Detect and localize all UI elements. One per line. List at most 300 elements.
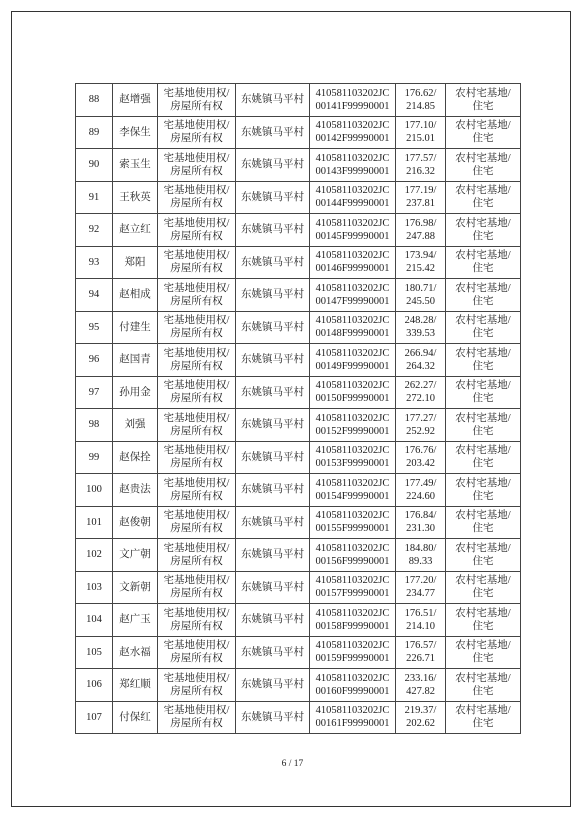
- area-cell-line: 177.27/: [404, 412, 437, 424]
- land-use-cell-line: 农村宅基地/: [455, 445, 511, 457]
- unit-code-cell-line: 00148F99990001: [315, 328, 390, 340]
- right-type-cell-line: 房屋所有权: [170, 490, 223, 502]
- land-use-cell-line: 农村宅基地/: [455, 120, 511, 132]
- row-number-cell: 93: [76, 246, 113, 279]
- right-type-cell-line: 房屋所有权: [170, 718, 223, 730]
- location-cell: 东姚镇马平村: [236, 149, 310, 182]
- right-type-cell: [158, 181, 236, 214]
- right-type-cell-line: 宅基地使用权/: [163, 607, 230, 619]
- right-type-cell-line: 宅基地使用权/: [163, 380, 230, 392]
- right-type-cell-line: 宅基地使用权/: [163, 217, 230, 229]
- land-use-cell: [446, 181, 521, 214]
- area-cell: [396, 571, 446, 604]
- land-use-cell-line: 住宅: [472, 718, 494, 730]
- land-use-cell-line: 住宅: [472, 360, 494, 372]
- land-use-cell-line: 农村宅基地/: [455, 575, 511, 587]
- row-number-cell: 106: [76, 669, 113, 702]
- land-use-cell: [446, 84, 521, 117]
- land-use-cell-line: 农村宅基地/: [455, 347, 511, 359]
- area-cell-line: 215.01: [406, 133, 435, 145]
- right-type-cell-line: 宅基地使用权/: [163, 477, 230, 489]
- unit-code-cell: [310, 181, 396, 214]
- location-cell: 东姚镇马平村: [236, 604, 310, 637]
- unit-code-cell-line: 00152F99990001: [315, 425, 390, 437]
- area-cell-line: 339.53: [406, 328, 435, 340]
- area-cell-line: 202.62: [406, 718, 435, 730]
- area-cell-line: 89.33: [408, 555, 433, 567]
- land-use-cell-line: 农村宅基地/: [455, 542, 511, 554]
- land-use-cell-line: 住宅: [472, 165, 494, 177]
- row-number-cell: 107: [76, 701, 113, 734]
- unit-code-cell: [310, 636, 396, 669]
- right-type-cell: [158, 344, 236, 377]
- land-use-cell-line: 住宅: [472, 295, 494, 307]
- area-cell: [396, 474, 446, 507]
- area-cell-line: 177.20/: [404, 575, 437, 587]
- unit-code-cell-line: 00161F99990001: [315, 718, 390, 730]
- land-use-cell-line: 农村宅基地/: [455, 185, 511, 197]
- location-cell: 东姚镇马平村: [236, 636, 310, 669]
- land-use-cell-line: 住宅: [472, 620, 494, 632]
- location-cell: 东姚镇马平村: [236, 376, 310, 409]
- right-type-cell-line: 宅基地使用权/: [163, 315, 230, 327]
- area-cell-line: 224.60: [406, 490, 435, 502]
- area-cell: [396, 149, 446, 182]
- land-use-cell: [446, 311, 521, 344]
- unit-code-cell-line: 00147F99990001: [315, 295, 390, 307]
- right-type-cell: [158, 409, 236, 442]
- area-cell-line: 203.42: [406, 458, 435, 470]
- land-use-cell-line: 住宅: [472, 458, 494, 470]
- table-row: [76, 116, 521, 149]
- right-type-cell-line: 宅基地使用权/: [163, 152, 230, 164]
- unit-code-cell-line: 00154F99990001: [315, 490, 390, 502]
- area-cell-line: 176.62/: [404, 87, 437, 99]
- unit-code-cell-line: 410581103202JC: [315, 87, 390, 99]
- area-cell-line: 219.37/: [404, 705, 437, 717]
- unit-code-cell: [310, 149, 396, 182]
- unit-code-cell-line: 410581103202JC: [315, 347, 390, 359]
- table-row: [76, 539, 521, 572]
- location-cell: 东姚镇马平村: [236, 669, 310, 702]
- unit-code-cell-line: 00150F99990001: [315, 393, 390, 405]
- area-cell-line: 245.50: [406, 295, 435, 307]
- land-use-cell-line: 住宅: [472, 198, 494, 210]
- land-use-cell-line: 农村宅基地/: [455, 217, 511, 229]
- row-number-cell: 90: [76, 149, 113, 182]
- unit-code-cell-line: 410581103202JC: [315, 575, 390, 587]
- right-type-cell: [158, 246, 236, 279]
- table-row: [76, 669, 521, 702]
- location-cell: 东姚镇马平村: [236, 409, 310, 442]
- owner-name-cell: 赵贵法: [113, 474, 158, 507]
- unit-code-cell-line: 410581103202JC: [315, 542, 390, 554]
- unit-code-cell-line: 00155F99990001: [315, 523, 390, 535]
- owner-name-cell: 付保红: [113, 701, 158, 734]
- land-use-cell-line: 农村宅基地/: [455, 380, 511, 392]
- right-type-cell-line: 宅基地使用权/: [163, 250, 230, 262]
- land-use-cell-line: 农村宅基地/: [455, 672, 511, 684]
- unit-code-cell-line: 00158F99990001: [315, 620, 390, 632]
- right-type-cell-line: 房屋所有权: [170, 295, 223, 307]
- right-type-cell-line: 房屋所有权: [170, 133, 223, 145]
- right-type-cell-line: 房屋所有权: [170, 588, 223, 600]
- owner-name-cell: 赵广玉: [113, 604, 158, 637]
- area-cell-line: 214.10: [406, 620, 435, 632]
- area-cell: [396, 701, 446, 734]
- location-cell: 东姚镇马平村: [236, 311, 310, 344]
- owner-name-cell: 王秋英: [113, 181, 158, 214]
- area-cell: [396, 409, 446, 442]
- land-use-cell-line: 农村宅基地/: [455, 250, 511, 262]
- right-type-cell: [158, 84, 236, 117]
- unit-code-cell: [310, 604, 396, 637]
- owner-name-cell: 李保生: [113, 116, 158, 149]
- right-type-cell-line: 宅基地使用权/: [163, 575, 230, 587]
- area-cell: [396, 311, 446, 344]
- right-type-cell-line: 宅基地使用权/: [163, 672, 230, 684]
- right-type-cell-line: 房屋所有权: [170, 425, 223, 437]
- unit-code-cell-line: 00156F99990001: [315, 555, 390, 567]
- table-row: [76, 701, 521, 734]
- area-cell: [396, 116, 446, 149]
- land-use-cell: [446, 409, 521, 442]
- unit-code-cell: [310, 214, 396, 247]
- area-cell-line: 214.85: [406, 100, 435, 112]
- unit-code-cell: [310, 246, 396, 279]
- area-cell-line: 264.32: [406, 360, 435, 372]
- unit-code-cell: [310, 539, 396, 572]
- unit-code-cell: [310, 344, 396, 377]
- land-use-cell: [446, 441, 521, 474]
- land-use-cell: [446, 376, 521, 409]
- table-row: [76, 181, 521, 214]
- table-row: [76, 149, 521, 182]
- right-type-cell: [158, 214, 236, 247]
- right-type-cell: [158, 701, 236, 734]
- right-type-cell-line: 房屋所有权: [170, 653, 223, 665]
- owner-name-cell: 赵增强: [113, 84, 158, 117]
- owner-name-cell: 索玉生: [113, 149, 158, 182]
- unit-code-cell: [310, 474, 396, 507]
- right-type-cell: [158, 376, 236, 409]
- area-cell: [396, 669, 446, 702]
- table-row: [76, 636, 521, 669]
- owner-name-cell: 文新朝: [113, 571, 158, 604]
- location-cell: 东姚镇马平村: [236, 571, 310, 604]
- area-cell-line: 177.49/: [404, 477, 437, 489]
- row-number-cell: 89: [76, 116, 113, 149]
- land-use-cell-line: 住宅: [472, 685, 494, 697]
- row-number-cell: 97: [76, 376, 113, 409]
- table-row: [76, 441, 521, 474]
- table-row: [76, 571, 521, 604]
- land-use-cell: [446, 279, 521, 312]
- owner-name-cell: 郑红顺: [113, 669, 158, 702]
- owner-name-cell: 刘强: [113, 409, 158, 442]
- unit-code-cell-line: 410581103202JC: [315, 380, 390, 392]
- row-number-cell: 101: [76, 506, 113, 539]
- registration-table: [75, 83, 521, 734]
- unit-code-cell: [310, 376, 396, 409]
- area-cell: [396, 376, 446, 409]
- right-type-cell: [158, 149, 236, 182]
- location-cell: 东姚镇马平村: [236, 116, 310, 149]
- unit-code-cell: [310, 701, 396, 734]
- area-cell-line: 180.71/: [404, 282, 437, 294]
- location-cell: 东姚镇马平村: [236, 441, 310, 474]
- area-cell-line: 226.71: [406, 653, 435, 665]
- unit-code-cell-line: 410581103202JC: [315, 510, 390, 522]
- unit-code-cell-line: 410581103202JC: [315, 477, 390, 489]
- area-cell-line: 216.32: [406, 165, 435, 177]
- unit-code-cell-line: 410581103202JC: [315, 315, 390, 327]
- land-use-cell: [446, 246, 521, 279]
- area-cell-line: 237.81: [406, 198, 435, 210]
- unit-code-cell: [310, 279, 396, 312]
- land-use-cell: [446, 149, 521, 182]
- row-number-cell: 100: [76, 474, 113, 507]
- right-type-cell-line: 房屋所有权: [170, 523, 223, 535]
- unit-code-cell-line: 410581103202JC: [315, 640, 390, 652]
- unit-code-cell: [310, 669, 396, 702]
- location-cell: 东姚镇马平村: [236, 539, 310, 572]
- area-cell-line: 248.28/: [404, 315, 437, 327]
- location-cell: 东姚镇马平村: [236, 84, 310, 117]
- right-type-cell-line: 房屋所有权: [170, 620, 223, 632]
- right-type-cell-line: 房屋所有权: [170, 328, 223, 340]
- land-use-cell-line: 住宅: [472, 490, 494, 502]
- unit-code-cell-line: 410581103202JC: [315, 412, 390, 424]
- unit-code-cell: [310, 311, 396, 344]
- row-number-cell: 96: [76, 344, 113, 377]
- area-cell: [396, 636, 446, 669]
- area-cell: [396, 506, 446, 539]
- land-use-cell: [446, 474, 521, 507]
- right-type-cell-line: 房屋所有权: [170, 198, 223, 210]
- table-row: [76, 344, 521, 377]
- land-use-cell-line: 住宅: [472, 393, 494, 405]
- land-use-cell-line: 住宅: [472, 523, 494, 535]
- right-type-cell: [158, 669, 236, 702]
- unit-code-cell-line: 410581103202JC: [315, 445, 390, 457]
- land-use-cell-line: 住宅: [472, 653, 494, 665]
- land-use-cell: [446, 344, 521, 377]
- row-number-cell: 102: [76, 539, 113, 572]
- land-use-cell: [446, 214, 521, 247]
- right-type-cell-line: 房屋所有权: [170, 230, 223, 242]
- land-use-cell-line: 农村宅基地/: [455, 510, 511, 522]
- right-type-cell-line: 房屋所有权: [170, 458, 223, 470]
- unit-code-cell-line: 00160F99990001: [315, 685, 390, 697]
- right-type-cell-line: 宅基地使用权/: [163, 510, 230, 522]
- right-type-cell: [158, 539, 236, 572]
- land-use-cell-line: 农村宅基地/: [455, 640, 511, 652]
- row-number-cell: 94: [76, 279, 113, 312]
- right-type-cell-line: 房屋所有权: [170, 555, 223, 567]
- location-cell: 东姚镇马平村: [236, 246, 310, 279]
- row-number-cell: 104: [76, 604, 113, 637]
- land-use-cell-line: 农村宅基地/: [455, 282, 511, 294]
- land-use-cell-line: 农村宅基地/: [455, 607, 511, 619]
- location-cell: 东姚镇马平村: [236, 474, 310, 507]
- owner-name-cell: 赵保拴: [113, 441, 158, 474]
- land-use-cell: [446, 669, 521, 702]
- unit-code-cell: [310, 571, 396, 604]
- unit-code-cell-line: 410581103202JC: [315, 152, 390, 164]
- right-type-cell-line: 宅基地使用权/: [163, 542, 230, 554]
- owner-name-cell: 郑阳: [113, 246, 158, 279]
- unit-code-cell: [310, 506, 396, 539]
- area-cell-line: 272.10: [406, 393, 435, 405]
- right-type-cell-line: 宅基地使用权/: [163, 412, 230, 424]
- table-row: [76, 474, 521, 507]
- land-use-cell-line: 住宅: [472, 588, 494, 600]
- unit-code-cell-line: 410581103202JC: [315, 607, 390, 619]
- right-type-cell: [158, 636, 236, 669]
- area-cell: [396, 344, 446, 377]
- area-cell-line: 247.88: [406, 230, 435, 242]
- right-type-cell-line: 宅基地使用权/: [163, 282, 230, 294]
- area-cell-line: 177.10/: [404, 120, 437, 132]
- right-type-cell: [158, 441, 236, 474]
- row-number-cell: 99: [76, 441, 113, 474]
- unit-code-cell-line: 00153F99990001: [315, 458, 390, 470]
- area-cell-line: 234.77: [406, 588, 435, 600]
- unit-code-cell-line: 00143F99990001: [315, 165, 390, 177]
- area-cell-line: 176.51/: [404, 607, 437, 619]
- right-type-cell: [158, 279, 236, 312]
- land-use-cell: [446, 506, 521, 539]
- area-cell: [396, 84, 446, 117]
- unit-code-cell: [310, 409, 396, 442]
- area-cell-line: 215.42: [406, 263, 435, 275]
- land-use-cell-line: 住宅: [472, 555, 494, 567]
- right-type-cell-line: 房屋所有权: [170, 165, 223, 177]
- area-cell: [396, 181, 446, 214]
- right-type-cell: [158, 604, 236, 637]
- right-type-cell: [158, 506, 236, 539]
- right-type-cell-line: 房屋所有权: [170, 685, 223, 697]
- unit-code-cell-line: 00141F99990001: [315, 100, 390, 112]
- area-cell-line: 184.80/: [404, 542, 437, 554]
- location-cell: 东姚镇马平村: [236, 214, 310, 247]
- area-cell-line: 427.82: [406, 685, 435, 697]
- right-type-cell-line: 宅基地使用权/: [163, 87, 230, 99]
- unit-code-cell: [310, 116, 396, 149]
- land-use-cell-line: 住宅: [472, 230, 494, 242]
- table-row: [76, 84, 521, 117]
- area-cell-line: 266.94/: [404, 347, 437, 359]
- right-type-cell: [158, 474, 236, 507]
- owner-name-cell: 文广朝: [113, 539, 158, 572]
- land-use-cell-line: 住宅: [472, 100, 494, 112]
- location-cell: 东姚镇马平村: [236, 279, 310, 312]
- right-type-cell-line: 房屋所有权: [170, 393, 223, 405]
- right-type-cell-line: 宅基地使用权/: [163, 185, 230, 197]
- unit-code-cell-line: 410581103202JC: [315, 672, 390, 684]
- area-cell-line: 177.19/: [404, 185, 437, 197]
- location-cell: 东姚镇马平村: [236, 181, 310, 214]
- land-use-cell-line: 住宅: [472, 425, 494, 437]
- row-number-cell: 98: [76, 409, 113, 442]
- area-cell-line: 176.76/: [404, 445, 437, 457]
- land-use-cell: [446, 571, 521, 604]
- owner-name-cell: 孙用金: [113, 376, 158, 409]
- right-type-cell: [158, 116, 236, 149]
- land-use-cell: [446, 116, 521, 149]
- unit-code-cell-line: 00157F99990001: [315, 588, 390, 600]
- area-cell-line: 173.94/: [404, 250, 437, 262]
- area-cell-line: 262.27/: [404, 380, 437, 392]
- row-number-cell: 105: [76, 636, 113, 669]
- area-cell-line: 233.16/: [404, 672, 437, 684]
- area-cell: [396, 539, 446, 572]
- table-row: [76, 279, 521, 312]
- unit-code-cell-line: 410581103202JC: [315, 185, 390, 197]
- land-use-cell: [446, 539, 521, 572]
- land-use-cell: [446, 636, 521, 669]
- area-cell-line: 231.30: [406, 523, 435, 535]
- location-cell: 东姚镇马平村: [236, 344, 310, 377]
- area-cell-line: 177.57/: [404, 152, 437, 164]
- right-type-cell-line: 房屋所有权: [170, 263, 223, 275]
- row-number-cell: 103: [76, 571, 113, 604]
- table-row: [76, 506, 521, 539]
- right-type-cell-line: 宅基地使用权/: [163, 120, 230, 132]
- land-use-cell-line: 农村宅基地/: [455, 152, 511, 164]
- right-type-cell-line: 宅基地使用权/: [163, 445, 230, 457]
- area-cell: [396, 279, 446, 312]
- land-use-cell-line: 农村宅基地/: [455, 87, 511, 99]
- row-number-cell: 88: [76, 84, 113, 117]
- unit-code-cell-line: 410581103202JC: [315, 217, 390, 229]
- unit-code-cell-line: 00159F99990001: [315, 653, 390, 665]
- land-use-cell-line: 住宅: [472, 328, 494, 340]
- land-use-cell-line: 住宅: [472, 263, 494, 275]
- land-use-cell-line: 住宅: [472, 133, 494, 145]
- table-row: [76, 604, 521, 637]
- table-row: [76, 376, 521, 409]
- unit-code-cell: [310, 84, 396, 117]
- area-cell: [396, 604, 446, 637]
- page-number: 6 / 17: [281, 759, 304, 769]
- right-type-cell-line: 宅基地使用权/: [163, 705, 230, 717]
- location-cell: 东姚镇马平村: [236, 506, 310, 539]
- right-type-cell: [158, 311, 236, 344]
- row-number-cell: 91: [76, 181, 113, 214]
- land-use-cell-line: 农村宅基地/: [455, 412, 511, 424]
- owner-name-cell: 赵相成: [113, 279, 158, 312]
- right-type-cell-line: 房屋所有权: [170, 360, 223, 372]
- table-row: [76, 409, 521, 442]
- right-type-cell: [158, 571, 236, 604]
- area-cell: [396, 246, 446, 279]
- unit-code-cell: [310, 441, 396, 474]
- unit-code-cell-line: 00142F99990001: [315, 133, 390, 145]
- area-cell-line: 176.98/: [404, 217, 437, 229]
- owner-name-cell: 赵俊朝: [113, 506, 158, 539]
- unit-code-cell-line: 410581103202JC: [315, 120, 390, 132]
- land-use-cell-line: 农村宅基地/: [455, 315, 511, 327]
- right-type-cell-line: 宅基地使用权/: [163, 640, 230, 652]
- land-use-cell-line: 农村宅基地/: [455, 705, 511, 717]
- table-body: [76, 84, 521, 734]
- owner-name-cell: 赵立红: [113, 214, 158, 247]
- unit-code-cell-line: 00144F99990001: [315, 198, 390, 210]
- area-cell-line: 176.84/: [404, 510, 437, 522]
- row-number-cell: 92: [76, 214, 113, 247]
